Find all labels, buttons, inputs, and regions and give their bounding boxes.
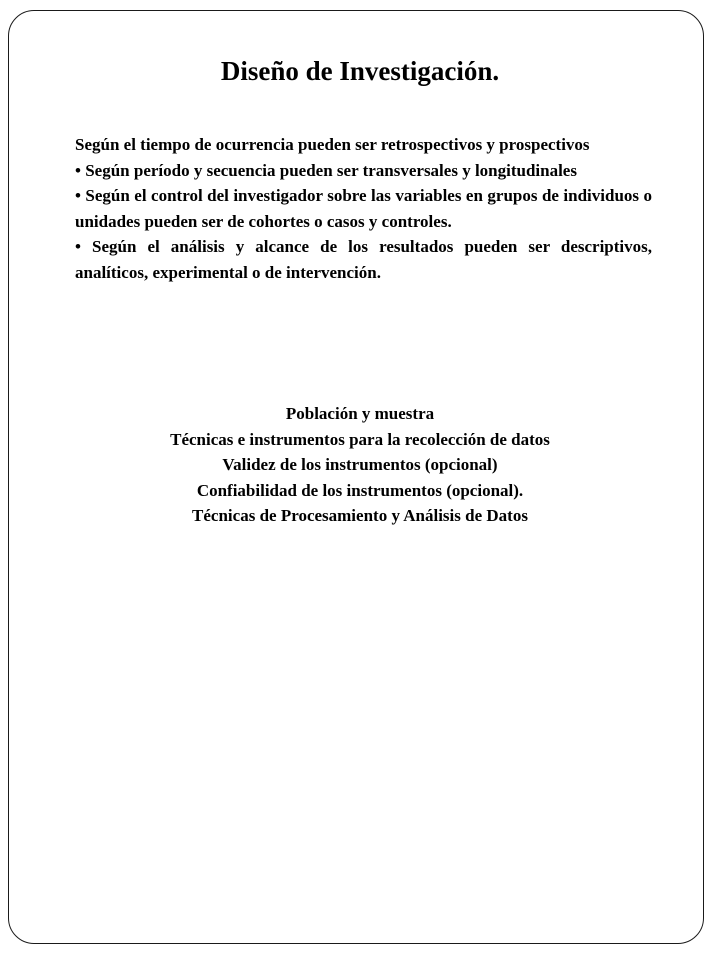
section-topic: Población y muestra	[285, 404, 435, 423]
design-type-paragraph: Según el tiempo de ocurrencia pueden ser retrospectivos y prospectivos	[75, 135, 590, 154]
section-topic: Validez de los instrumentos (opcional)	[222, 455, 498, 474]
design-type-paragraph: • Según el análisis y alcance de los resultados pueden ser descriptivos, analíticos, experimental o de intervención.	[75, 237, 652, 282]
design-types-list	[75, 132, 652, 285]
section-topic: Confiabilidad de los instrumentos (opcional).	[196, 480, 524, 500]
section-topic: Técnicas de Procesamiento y Análisis de Datos	[192, 506, 528, 525]
section-topic: Técnicas e instrumentos para la recolección de datos	[170, 429, 550, 449]
design-type-paragraph: • Según período y secuencia pueden ser transversales y longitudinales	[75, 160, 577, 180]
slide-title: Diseño de Investigación.	[220, 56, 500, 86]
design-type-paragraph: • Según el control del investigador sobre las variables en grupos de individuos o unidades pueden ser de cohortes o casos y controles.	[75, 186, 652, 231]
section-topics-list	[0, 401, 720, 529]
